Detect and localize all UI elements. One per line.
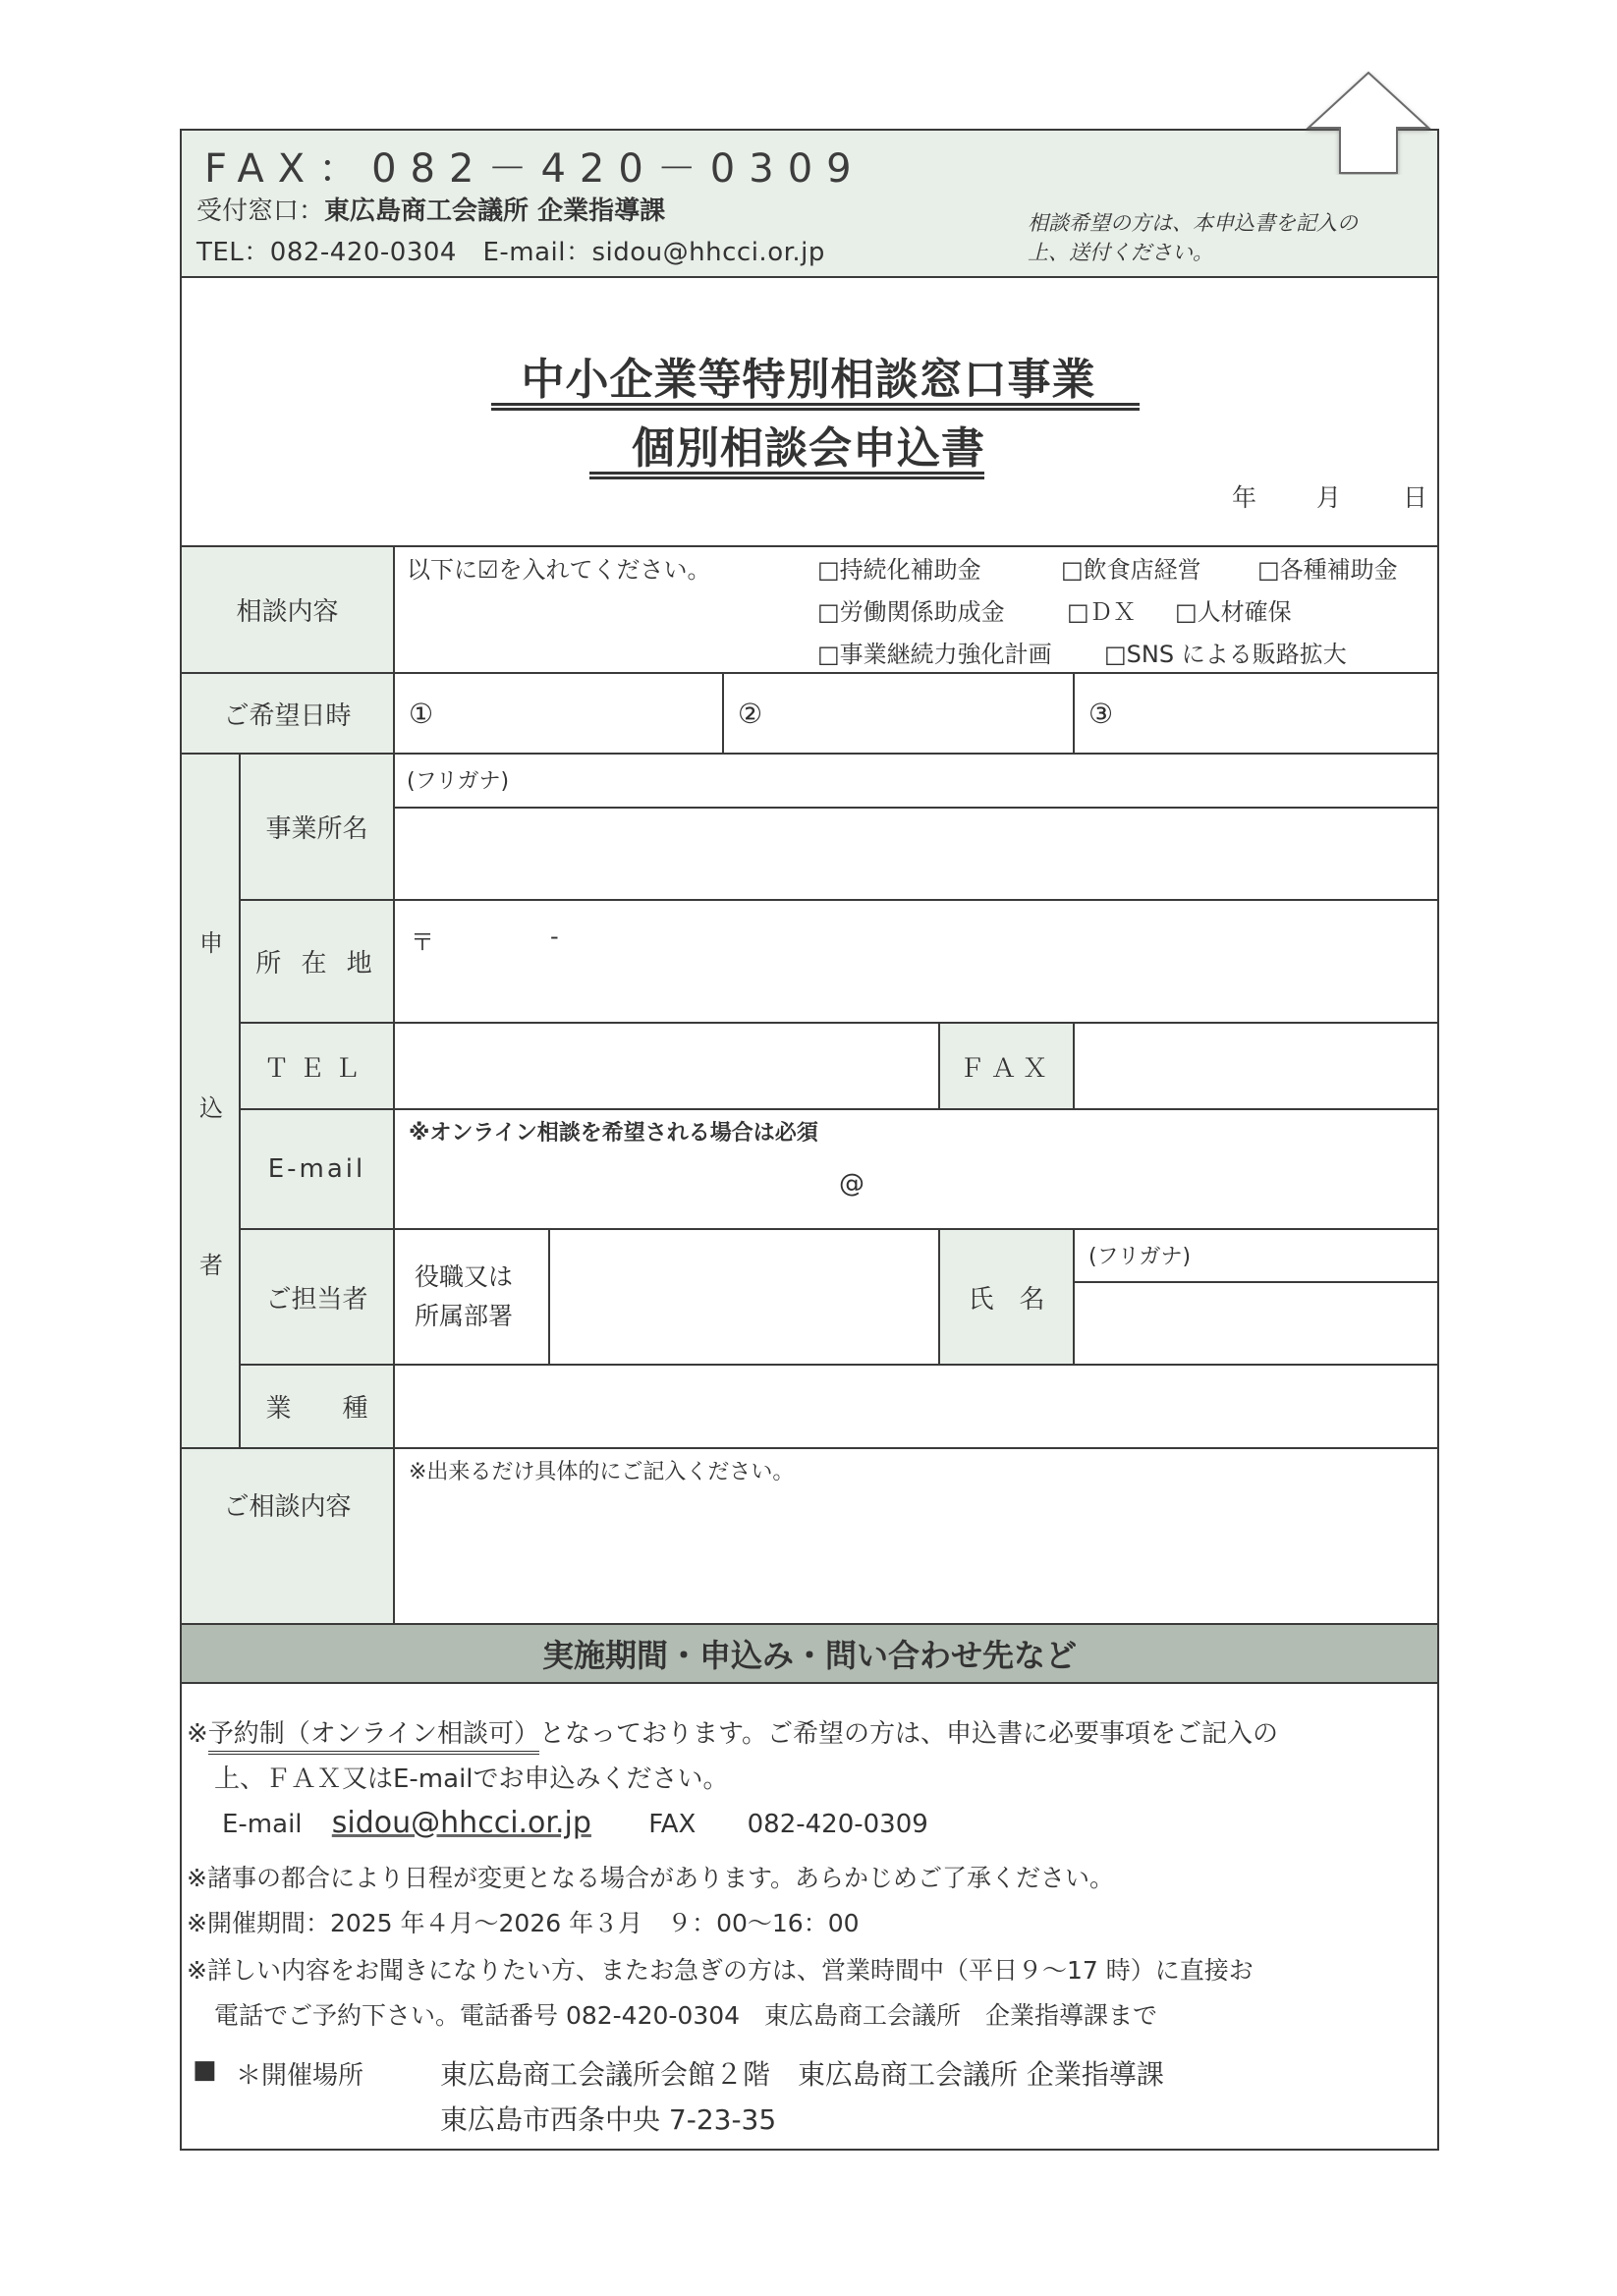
topic-checkbox-jinzai[interactable]: □人材確保 <box>1175 598 1292 626</box>
address-field[interactable] <box>393 899 1439 1024</box>
info-email-label: E-mail <box>222 1810 303 1839</box>
postal-dash: - <box>550 923 559 950</box>
page-title-line2: 個別相談会申込書 <box>632 423 985 474</box>
fax-label: ＦＡＸ <box>938 1022 1075 1110</box>
date-year[interactable]: 年 <box>1232 483 1257 512</box>
info-line-phone: 電話でご予約下さい。電話番号 082-420-0304 東広島商工会議所 企業指導課まで <box>214 2001 1158 2030</box>
header-reception <box>196 191 665 227</box>
info-line-apply-method: 上、ＦＡＸ又はE-mailでお申込みください。 <box>214 1764 729 1794</box>
info-contact-line <box>222 1806 928 1840</box>
consult-topics-instruction: 以下に☑を入れてください。 <box>407 556 711 584</box>
email-label: E-mail <box>239 1108 395 1230</box>
consult-detail-field[interactable] <box>393 1447 1439 1625</box>
topic-checkbox-sns[interactable]: □SNS による販路拡大 <box>1104 641 1347 668</box>
reception-label: 受付窓口： <box>196 196 325 226</box>
info-email-link[interactable]: sidou@hhcci.or.jp <box>331 1806 591 1840</box>
header-tel-email: TEL：082-420-0304 E-mail：sidou@hhcci.or.jp <box>196 238 825 267</box>
info-line-schedule-change: ※諸事の都合により日程が変更となる場合があります。あらかじめご了承ください。 <box>187 1864 1114 1892</box>
venue-bullet-icon: ■ <box>193 2055 217 2085</box>
fax-field[interactable] <box>1073 1022 1439 1110</box>
tel-field[interactable] <box>393 1022 940 1110</box>
title-underline-2 <box>589 472 984 479</box>
send-note-line2: 上、送付ください。 <box>1028 241 1213 264</box>
business-name-furigana-field[interactable]: (フリガナ) <box>393 753 1439 809</box>
business-name-field[interactable] <box>393 807 1439 901</box>
preferred-datetime-slot-2[interactable]: ② <box>722 672 1075 755</box>
info-line-inquiry: ※詳しい内容をお聞きになりたい方、またお急ぎの方は、営業時間中（平日９～17 時）に直接お <box>187 1956 1254 1985</box>
info-fax-number: 082-420-0309 <box>747 1810 928 1839</box>
venue-line1: 東広島商工会議所会館２階 東広島商工会議所 企業指導課 <box>440 2058 1164 2091</box>
address-label: 所 在 地 <box>239 899 395 1024</box>
name-label: 氏 名 <box>938 1228 1075 1366</box>
send-note-line1: 相談希望の方は、本申込書を記入の <box>1028 211 1358 235</box>
position-label: 役職又は 所属部署 <box>393 1228 550 1366</box>
contact-person-label: ご担当者 <box>239 1228 395 1366</box>
header-send-note <box>1028 208 1440 267</box>
name-furigana-field[interactable]: (フリガナ) <box>1073 1228 1439 1283</box>
venue-label: ＊開催場所 <box>236 2061 364 2091</box>
topic-checkbox-kakushu-hojokin[interactable]: □各種補助金 <box>1257 556 1398 584</box>
info-section-banner: 実施期間・申込み・問い合わせ先など <box>180 1623 1439 1684</box>
reservation-emphasis: 予約制（オンライン相談可） <box>208 1719 539 1755</box>
date-month[interactable]: 月 <box>1316 483 1342 512</box>
title-underline-1 <box>491 403 1140 411</box>
business-name-label: 事業所名 <box>239 753 395 901</box>
topic-checkbox-jigyo-keizoku[interactable]: □事業継続力強化計画 <box>817 641 1052 668</box>
name-field[interactable] <box>1073 1281 1439 1366</box>
industry-label: 業 種 <box>239 1364 395 1449</box>
consult-detail-label: ご相談内容 <box>180 1447 395 1625</box>
info-line-reservation: ※予約制（オンライン相談可）となっております。ご希望の方は、申込書に必要事項をご記入の <box>187 1713 1278 1750</box>
info-fax-label: FAX <box>648 1810 697 1839</box>
preferred-datetime-slot-3[interactable]: ③ <box>1073 672 1439 755</box>
up-arrow-icon <box>1305 71 1432 175</box>
consult-detail-note: ※出来るだけ具体的にご記入ください。 <box>409 1460 795 1484</box>
email-at-sign: @ <box>839 1169 864 1199</box>
header-fax-number: FAX：082－420－0309 <box>204 146 865 192</box>
date-day[interactable]: 日 <box>1403 483 1428 512</box>
tel-label: ＴＥＬ <box>239 1022 395 1110</box>
page-title-line1: 中小企業等特別相談窓口事業 <box>521 355 1096 405</box>
consult-topics-label: 相談内容 <box>180 545 395 674</box>
topic-checkbox-dx[interactable]: □ＤＸ <box>1067 598 1137 626</box>
topic-checkbox-jizokuka[interactable]: □持続化補助金 <box>817 556 981 584</box>
info-line-period: ※開催期間：2025 年４月～2026 年３月 ９：00～16：00 <box>187 1909 860 1937</box>
reception-org: 東広島商工会議所 企業指導課 <box>324 196 666 226</box>
email-field[interactable] <box>393 1108 1439 1230</box>
preferred-datetime-label: ご希望日時 <box>180 672 395 755</box>
preferred-datetime-slot-1[interactable]: ① <box>393 672 724 755</box>
email-required-note: ※オンライン相談を希望される場合は必須 <box>409 1121 818 1146</box>
position-field[interactable] <box>548 1228 940 1366</box>
postal-mark: 〒 <box>411 928 434 956</box>
applicant-group-label: 申 込 者 <box>180 753 241 1449</box>
industry-field[interactable] <box>393 1364 1439 1449</box>
topic-checkbox-rodo-joseikin[interactable]: □労働関係助成金 <box>817 598 1005 626</box>
venue-line2: 東広島市西条中央 7-23-35 <box>440 2103 777 2136</box>
topic-checkbox-inshokuten[interactable]: □飲食店経営 <box>1061 556 1201 584</box>
